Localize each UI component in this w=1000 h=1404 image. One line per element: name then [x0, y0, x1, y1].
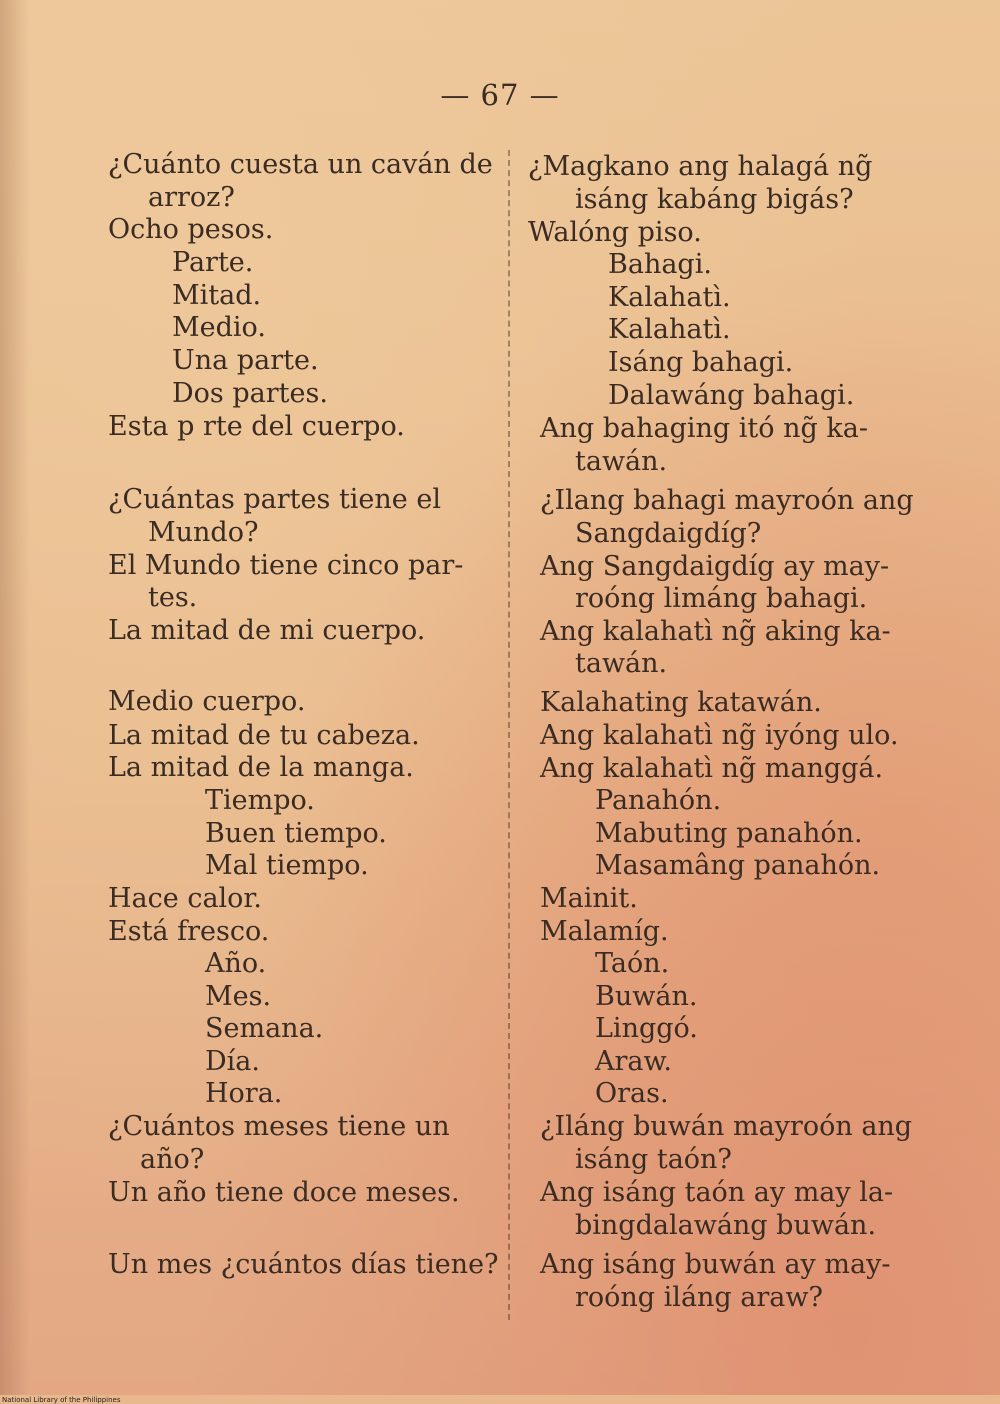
tagalog-line: isáng taón? — [575, 1144, 732, 1175]
spanish-line: La mitad de tu cabeza. — [108, 720, 420, 751]
tagalog-line: bingdalawáng buwán. — [575, 1210, 877, 1241]
spanish-line: El Mundo tiene cinco par- — [108, 550, 464, 581]
tagalog-line: Kalahatì. — [608, 314, 731, 345]
tagalog-line: Ang bahaging itó ng̃ ka- — [540, 413, 868, 444]
tagalog-line: Bahagi. — [608, 249, 712, 280]
spanish-line: Hora. — [205, 1078, 283, 1109]
tagalog-line: tawán. — [575, 648, 668, 679]
spanish-line: año? — [140, 1144, 205, 1175]
spanish-line: tes. — [148, 582, 198, 613]
spanish-line: Buen tiempo. — [205, 818, 387, 849]
tagalog-line: Linggó. — [595, 1013, 698, 1044]
tagalog-line: Araw. — [595, 1046, 672, 1077]
page-number: — 67 — — [440, 78, 560, 112]
tagalog-line: Ang Sangdaigdíg ay may- — [540, 551, 890, 582]
spanish-line: Una parte. — [172, 345, 319, 376]
spanish-line: Mundo? — [148, 517, 259, 548]
tagalog-line: Ang kalahatì ng̃ aking ka- — [540, 616, 891, 647]
spanish-line: Año. — [205, 948, 267, 979]
column-divider — [508, 150, 510, 1320]
tagalog-line: Walóng piso. — [528, 217, 702, 248]
tagalog-line: Taón. — [595, 948, 670, 979]
spanish-line: Parte. — [172, 247, 254, 278]
tagalog-line: Kalahatì. — [608, 282, 731, 313]
tagalog-line: Buwán. — [595, 981, 698, 1012]
tagalog-line: Isáng bahagi. — [608, 347, 794, 378]
tagalog-line: Mabuting panahón. — [595, 818, 863, 849]
tagalog-line: Ang isáng buwán ay may- — [540, 1249, 891, 1280]
tagalog-line: Masamâng panahón. — [595, 850, 881, 881]
footer-credit: National Library of the Philippines — [2, 1396, 121, 1404]
tagalog-line: ¿Ilang bahagi mayroón ang — [540, 485, 914, 516]
spanish-line: La mitad de mi cuerpo. — [108, 615, 426, 646]
spanish-line: Semana. — [205, 1013, 324, 1044]
tagalog-line: Ang isáng taón ay may la- — [540, 1177, 894, 1208]
tagalog-line: Kalahating katawán. — [540, 687, 822, 718]
tagalog-line: Dalawáng bahagi. — [608, 380, 855, 411]
tagalog-line: Ang kalahatì ng̃ manggá. — [540, 753, 884, 784]
spanish-line: Ocho pesos. — [108, 214, 274, 245]
tagalog-line: Oras. — [595, 1078, 669, 1109]
tagalog-line: tawán. — [575, 446, 668, 477]
spanish-line: Un año tiene doce meses. — [108, 1177, 460, 1208]
spanish-line: Un mes ¿cuántos días tiene? — [108, 1249, 499, 1280]
spanish-line: ¿Cuántos meses tiene un — [108, 1111, 450, 1142]
spanish-line: Mal tiempo. — [205, 850, 369, 881]
tagalog-line: Malamíg. — [540, 916, 669, 947]
spanish-line: Mes. — [205, 981, 272, 1012]
spanish-line: ¿Cuántas partes tiene el — [108, 484, 441, 515]
spanish-line: La mitad de la manga. — [108, 752, 414, 783]
spanish-line: Día. — [205, 1046, 260, 1077]
spanish-line: Medio. — [172, 312, 266, 343]
tagalog-line: ¿Iláng buwán mayroón ang — [540, 1111, 913, 1142]
tagalog-line: ¿Magkano ang halagá ng̃ — [528, 151, 873, 182]
tagalog-line: Ang kalahatì ng̃ iyóng ulo. — [540, 720, 899, 751]
tagalog-line: Sangdaigdíg? — [575, 518, 762, 549]
spanish-line: arroz? — [148, 182, 235, 213]
tagalog-line: roóng iláng araw? — [575, 1282, 823, 1313]
spanish-line: Medio cuerpo. — [108, 686, 306, 717]
tagalog-line: isáng kabáng bigás? — [575, 184, 854, 215]
spanish-line: Hace calor. — [108, 883, 262, 914]
tagalog-line: Mainit. — [540, 883, 638, 914]
tagalog-line: Panahón. — [595, 785, 722, 816]
spanish-line: ¿Cuánto cuesta un caván de — [108, 149, 493, 180]
spanish-line: Está fresco. — [108, 916, 270, 947]
spanish-line: Dos partes. — [172, 378, 328, 409]
tagalog-line: roóng limáng bahagi. — [575, 583, 868, 614]
spanish-line: Mitad. — [172, 280, 262, 311]
page-edge-shadow — [0, 0, 30, 1395]
spanish-line: Tiempo. — [205, 785, 315, 816]
spanish-line: Esta p rte del cuerpo. — [108, 411, 405, 442]
